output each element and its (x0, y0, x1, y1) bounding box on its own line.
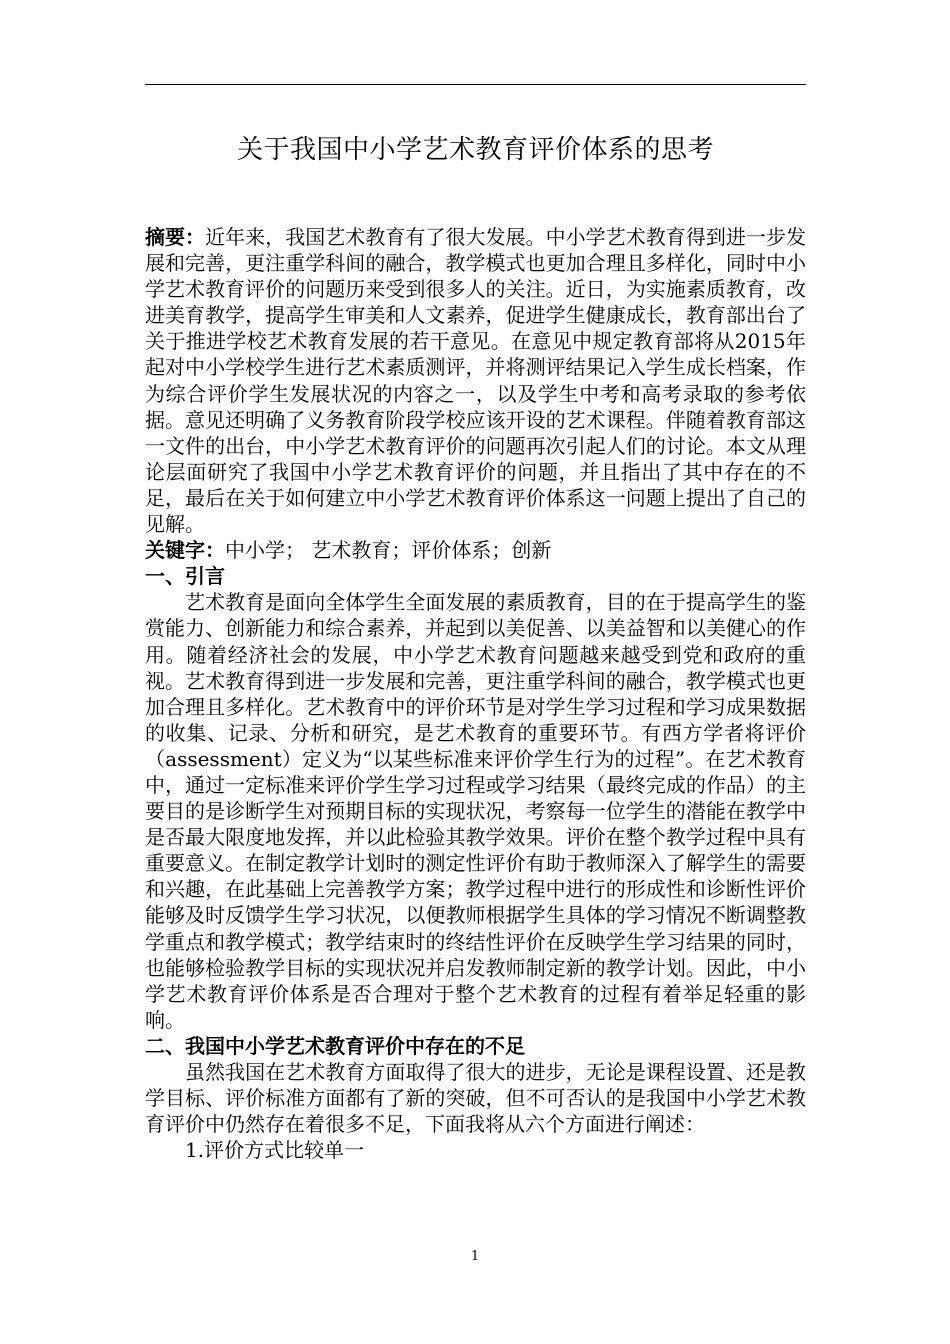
section-1-heading: 一、引言 (145, 564, 225, 589)
subsection-1-heading: 1.评价方式比较单一 (185, 1138, 365, 1163)
section-1-paragraph: 艺术教育是面向全体学生全面发展的素质教育，目的在于提高学生的鉴赏能力、创新能力和综合素养，并起到以美促善、以美益智和以美健心的作用。随着经济社会的发展，中小学艺术教育问题越来越受到党和政府的重视。艺术教育得到进一步发展和完善，更注重学科间的融合，教学模式也更加合理且多样化。艺术教育中的评价环节是对学生学习过程和学习成果数据的收集、记录、分析和研究，是艺术教育的重要环节。有西方学者将评价（assessment）定义为“以某些标准来评价学生行为的过程”。在艺术教育中，通过一定标准来评价学生学习过程或学习结果（最终完成的作品）的主要目的是诊断学生对预期目标的实现状况，考察每一位学生的潜能在教学中是否最大限度地发挥，并以此检验其教学效果。评价在整个教学过程中具有重要意义。在制定教学计划时的测定性评价有助于教师深入了解学生的需要和兴趣，在此基础上完善教学方案；教学过程中进行的形成性和诊断性评价能够及时反馈学生学习状况，以便教师根据学生具体的学习情况不断调整教学重点和教学模式；教学结束时的终结性评价在反映学生学习结果的同时，也能够检验教学目标的实现状况并启发教师制定新的教学计划。因此，中小学艺术教育评价体系是否合理对于整个艺术教育的过程有着举足轻重的影响。 (145, 590, 806, 1032)
document-body (145, 224, 806, 1163)
header-rule (145, 84, 806, 85)
abstract-label: 摘要： (145, 225, 206, 249)
section-2-paragraph: 虽然我国在艺术教育方面取得了很大的进步，无论是课程设置、还是教学目标、评价标准方面都有了新的突破，但不可否认的是我国中小学艺术教育评价中仍然存在着很多不足，下面我将从六个方面进行阐述： (145, 1060, 806, 1137)
page-number: 1 (470, 1249, 480, 1264)
keywords-label: 关键字： (145, 538, 225, 563)
abstract-text: 近年来，我国艺术教育有了很大发展。中小学艺术教育得到进一步发展和完善，更注重学科间的融合，教学模式也更加合理且多样化，同时中小学艺术教育评价的问题历来受到很多人的关注。近日，为实施素质教育，改进美育教学，提高学生审美和人文素养，促进学生健康成长，教育部出台了关于推进学校艺术教育发展的若干意见。在意见中规定教育部将从2015年起对中小学校学生进行艺术素质测评，并将测评结果记入学生成长档案，作为综合评价学生发展状况的内容之一，以及学生中考和高考录取的参考依据。意见还明确了义务教育阶段学校应该开设的艺术课程。伴随着教育部这一文件的出台，中小学艺术教育评价的问题再次引起人们的讨论。本文从理论层面研究了我国中小学艺术教育评价的问题，并且指出了其中存在的不足，最后在关于如何建立中小学艺术教育评价体系这一问题上提出了自己的见解。 (145, 225, 806, 537)
section-2-heading: 二、我国中小学艺术教育评价中存在的不足 (145, 1033, 525, 1058)
abstract-paragraph (145, 224, 806, 537)
keywords-line (145, 537, 806, 563)
document-title: 关于我国中小学艺术教育评价体系的思考 (236, 135, 714, 165)
keywords-text: 中小学； 艺术教育；评价体系；创新 (225, 538, 552, 563)
